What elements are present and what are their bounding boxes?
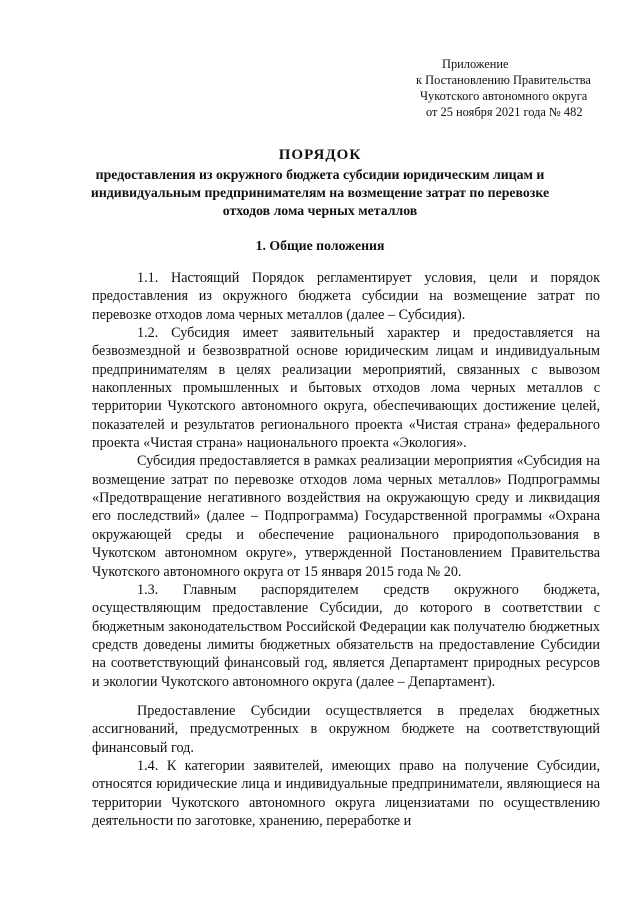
paragraph-1-1: 1.1. Настоящий Порядок регламентирует условия, цели и порядок предоставления из окружного бюджета субсидии на возмещение затрат по перевозке отходов лома черных металлов (далее – Субсидия). [92,270,600,323]
approval-line: Чукотского автономного округа [420,89,588,103]
paragraph-1-2: 1.2. Субсидия имеет заявительный характер и предоставляется на безвозмездной и безвозвратной основе юридическим лицам и индивидуальным предпринимателям в целях реализации мероприятий, связанных с вывозом накопленных промышленных и бытовых отходов лома черных металлов с территории Чукотского автономного округа, обеспечивающих достижение целей, показателей и результатов регионального проекта «Чистая страна» федерального проекта «Чистая страна» национального проекта «Экология». [92,325,600,452]
document-subtitle: предоставления из окружного бюджета субсидии юридическим лицам и индивидуальным предпринимателям на возмещение затрат по перевозке отходов лома черных металлов [90,167,550,218]
paragraph-1-4: 1.4. К категории заявителей, имеющих право на получение Субсидии, относятся юридические лица и индивидуальные предприниматели, являющиеся на территории Чукотского автономного округа лицензиатами по осуществлению деятельности по заготовке, хранению, переработке и [92,757,600,829]
paragraph-1-3: 1.3. Главным распорядителем средств окружного бюджета, осуществляющим предоставление Субсидии, до которого в соответствии с бюджетным законодательством Российской Федерации как получателю бюджетных средств доведены лимиты бюджетных обязательств на предоставление Субсидии на соответствующий финансовый год, является Департамент природных ресурсов и экологии Чукотского автономного округа (далее – Департамент). [92,581,600,690]
approval-line: от 25 ноября 2021 года № 482 [426,105,583,119]
section-heading: 1. Общие положения [255,238,385,253]
approval-line: Приложение [442,57,509,71]
approval-block [400,56,600,120]
paragraph-1-2-continued: Субсидия предоставляется в рамках реализации мероприятия «Субсидия на возмещение затрат по перевозке отходов лома черных металлов» Подпрограммы «Предотвращение негативного воздействия на окружающую среду и ликвидация его последствий» (далее – Подпрограмма) Государственной программы «Охрана окружающей среды и обеспечение рационального природопользования в Чукотском автономном округе», утвержденной Постановлением Правительства Чукотского автономного округа от 15 января 2015 года № 20. [92,453,600,580]
approval-line: к Постановлению Правительства [416,73,591,87]
paragraph-1-3-continued: Предоставление Субсидии осуществляется в пределах бюджетных ассигнований, предусмотренных в окружном бюджете на соответствующий финансовый год. [92,702,600,756]
document-title: ПОРЯДОК [278,147,362,163]
document-body [92,269,600,830]
